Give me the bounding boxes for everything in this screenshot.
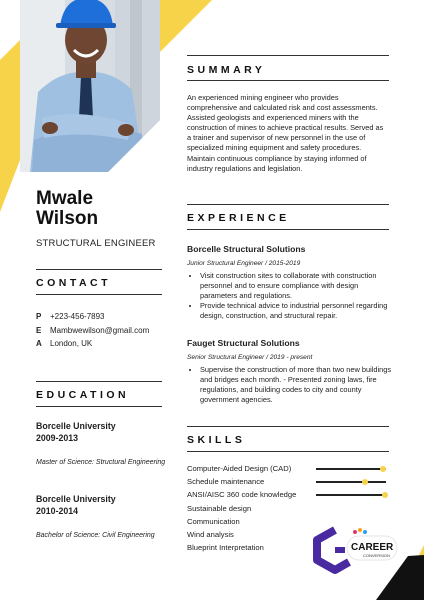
last-name: Wilson (36, 208, 99, 229)
engineer-photo (20, 0, 160, 172)
skill-name: Schedule maintenance (187, 477, 265, 487)
job-bullets (187, 365, 392, 405)
job-entry (187, 244, 392, 321)
contact-list (36, 310, 149, 351)
education-item (36, 493, 166, 541)
education-item (36, 420, 166, 468)
school-name: Borcelle University (36, 421, 116, 431)
skill-item (187, 488, 392, 501)
skill-name: Communication (187, 516, 240, 526)
job-bullets (187, 271, 392, 321)
job-bullet: • Provide technical advice to industrial personnel regarding design, construction, and structural repair. (200, 301, 392, 321)
skill-level-marker (382, 492, 388, 498)
logo-line2: CONVERSION (363, 553, 390, 558)
first-name: Mwale (36, 188, 94, 209)
skill-item (187, 502, 392, 515)
education-heading: EDUCATION (36, 389, 130, 401)
experience-top-divider (187, 204, 389, 205)
school-name: Borcelle University (36, 494, 116, 504)
degree-name: Bachelor of Science: Civil Engineering (36, 532, 155, 539)
email-key: E (36, 325, 42, 335)
skill-name: ANSI/AISC 360 code knowledge (187, 490, 297, 500)
skill-level-bar (316, 494, 386, 496)
skill-name: Wind analysis (187, 530, 234, 540)
yellow-top-triangle (160, 0, 212, 52)
contact-email (36, 324, 149, 338)
company-name: Fauget Structural Solutions (187, 338, 300, 348)
job-role: Senior Structural Engineer / 2019 - present (187, 354, 313, 361)
summary-heading: SUMMARY (187, 64, 266, 76)
job-bullet: • Visit construction sites to collaborate with construction personnel and to ensure compliance with design parameters and regulations. (200, 271, 392, 301)
contact-bottom-divider (36, 294, 162, 295)
job-entry (187, 338, 392, 405)
skill-item (187, 475, 392, 488)
degree-name: Master of Science: Structural Engineering (36, 459, 166, 466)
contact-address (36, 337, 149, 351)
skill-level-bar (316, 468, 386, 470)
summary-bottom-divider (187, 80, 389, 81)
email-value[interactable]: Mambwewilson@gmail.com (50, 325, 150, 335)
contact-top-divider (36, 269, 162, 270)
phone-value[interactable]: +223-456-7893 (50, 312, 105, 322)
company-name: Borcelle Structural Solutions (187, 244, 306, 254)
skills-heading: SKILLS (187, 434, 246, 446)
address-key: A (36, 339, 42, 349)
experience-bottom-divider (187, 229, 389, 230)
yellow-left-triangle (0, 40, 20, 212)
contact-heading: CONTACT (36, 277, 112, 289)
skill-level-marker (380, 466, 386, 472)
address-value: London, UK (50, 339, 93, 349)
person-name (36, 189, 98, 229)
experience-heading: EXPERIENCE (187, 212, 290, 224)
education-top-divider (36, 381, 162, 382)
skills-bottom-divider (187, 451, 389, 452)
skill-name: Computer-Aided Design (CAD) (187, 464, 292, 474)
skill-name: Sustainable design (187, 503, 252, 513)
education-bottom-divider (36, 406, 162, 407)
career-conversion-logo (305, 520, 403, 578)
skills-top-divider (187, 426, 389, 427)
phone-key: P (36, 312, 42, 322)
job-bullet: • Supervise the construction of more than two new buildings and bridges each month. - Presented zoning laws, fire regulations, and building codes to city and county government agencies. (200, 365, 392, 405)
summary-text: An experienced mining engineer who provides comprehensive and calculated risk and cost assessments. Assisted geologists and experienced miners with the construction of mines to achieve practical results. Served as a trainer and supervisor of new personnel in the use of specialized mining equipment and safety procedures. Maintain continuous compliance by staying informed of industry regulations and legislation. (187, 93, 384, 173)
school-years: 2009-2013 (36, 433, 79, 443)
skill-item (187, 462, 392, 475)
skill-level-marker (362, 479, 368, 485)
summary-top-divider (187, 55, 389, 56)
job-role: Junior Structural Engineer / 2015-2019 (187, 260, 301, 267)
skill-name: Blueprint Interpretation (187, 543, 264, 553)
job-title: STRUCTURAL ENGINEER (36, 238, 156, 249)
skill-level-bar (316, 481, 386, 483)
logo-line1: CAREER (351, 542, 394, 553)
school-years: 2010-2014 (36, 506, 79, 516)
contact-phone (36, 310, 149, 324)
profile-photo (20, 0, 160, 172)
